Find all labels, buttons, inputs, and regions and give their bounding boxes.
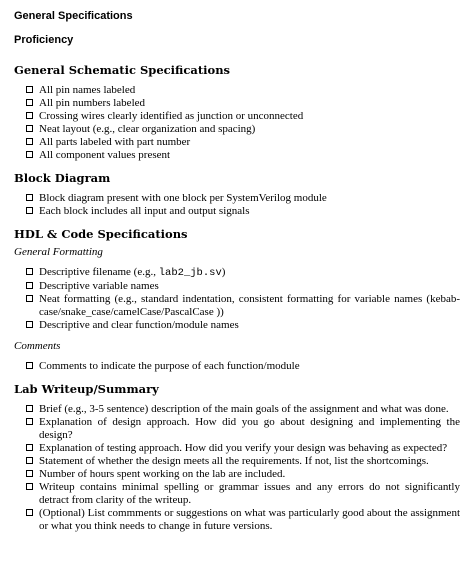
checkbox-icon[interactable] <box>26 405 33 412</box>
comments-checklist <box>14 360 460 373</box>
checkbox-icon[interactable] <box>26 207 33 214</box>
checkbox-icon[interactable] <box>26 86 33 93</box>
checkbox-icon[interactable] <box>26 125 33 132</box>
checkbox-icon[interactable] <box>26 282 33 289</box>
checklist-item[interactable]: Explanation of design approach. How did you go about designing and implementing the design? <box>26 416 460 442</box>
checklist-item[interactable]: Block diagram present with one block per SystemVerilog module <box>26 192 460 205</box>
checklist-item[interactable]: All pin names labeled <box>26 84 460 97</box>
checklist-item[interactable]: Crossing wires clearly identified as junction or unconnected <box>26 110 460 123</box>
checkbox-icon[interactable] <box>26 321 33 328</box>
page-subtitle: Proficiency <box>14 34 74 46</box>
block-diagram-checklist <box>14 192 460 218</box>
formatting-checklist <box>14 266 460 332</box>
checklist-item[interactable]: All pin numbers labeled <box>26 97 460 110</box>
checkbox-icon[interactable] <box>26 509 33 516</box>
schematic-heading: General Schematic Specifications <box>14 63 231 77</box>
checklist-item[interactable]: (Optional) List commments or suggestions on what was particularly good about the assignment or what you think needs to change in future versions. <box>26 507 460 533</box>
checklist-item[interactable]: Statement of whether the design meets all the requirements. If not, list the shortcomings. <box>26 455 460 468</box>
checkbox-icon[interactable] <box>26 418 33 425</box>
hdl-heading: HDL & Code Specifications <box>14 227 188 241</box>
checkbox-icon[interactable] <box>26 457 33 464</box>
writeup-heading: Lab Writeup/Summary <box>14 382 159 396</box>
page-title: General Specifications <box>14 10 133 22</box>
checklist-item[interactable]: Explanation of testing approach. How did you verify your design was behaving as expected? <box>26 442 460 455</box>
checklist-item[interactable]: Writeup contains minimal spelling or grammar issues and any errors do not significantly detract from clarity of the writeup. <box>26 481 460 507</box>
checklist-item[interactable]: Descriptive variable names <box>26 280 460 293</box>
checkbox-icon[interactable] <box>26 194 33 201</box>
checkbox-icon[interactable] <box>26 444 33 451</box>
checklist-item[interactable]: All parts labeled with part number <box>26 136 460 149</box>
schematic-checklist <box>14 84 460 162</box>
checkbox-icon[interactable] <box>26 483 33 490</box>
checkbox-icon[interactable] <box>26 268 33 275</box>
writeup-checklist <box>14 403 460 533</box>
block-diagram-heading: Block Diagram <box>14 171 111 185</box>
checklist-item[interactable]: Descriptive and clear function/module names <box>26 319 460 332</box>
checkbox-icon[interactable] <box>26 112 33 119</box>
checkbox-icon[interactable] <box>26 470 33 477</box>
checkbox-icon[interactable] <box>26 295 33 302</box>
formatting-subheading: General Formatting <box>14 246 103 258</box>
checklist-item[interactable]: All component values present <box>26 149 460 162</box>
comments-subheading: Comments <box>14 340 61 352</box>
checkbox-icon[interactable] <box>26 362 33 369</box>
checklist-item[interactable]: Descriptive filename (e.g., lab2_jb.sv) <box>26 266 460 280</box>
checklist-item[interactable]: Neat formatting (e.g., standard indentation, consistent formatting for variable names (kebab-case/snake_case/camelCase/PascalCase )) <box>26 293 460 319</box>
checklist-item[interactable]: Each block includes all input and output signals <box>26 205 460 218</box>
checkbox-icon[interactable] <box>26 138 33 145</box>
checklist-item[interactable]: Brief (e.g., 3-5 sentence) description of the main goals of the assignment and what was done. <box>26 403 460 416</box>
checklist-item[interactable]: Neat layout (e.g., clear organization and spacing) <box>26 123 460 136</box>
checkbox-icon[interactable] <box>26 99 33 106</box>
checklist-item[interactable]: Number of hours spent working on the lab are included. <box>26 468 460 481</box>
checkbox-icon[interactable] <box>26 151 33 158</box>
checklist-item[interactable]: Comments to indicate the purpose of each function/module <box>26 360 460 373</box>
